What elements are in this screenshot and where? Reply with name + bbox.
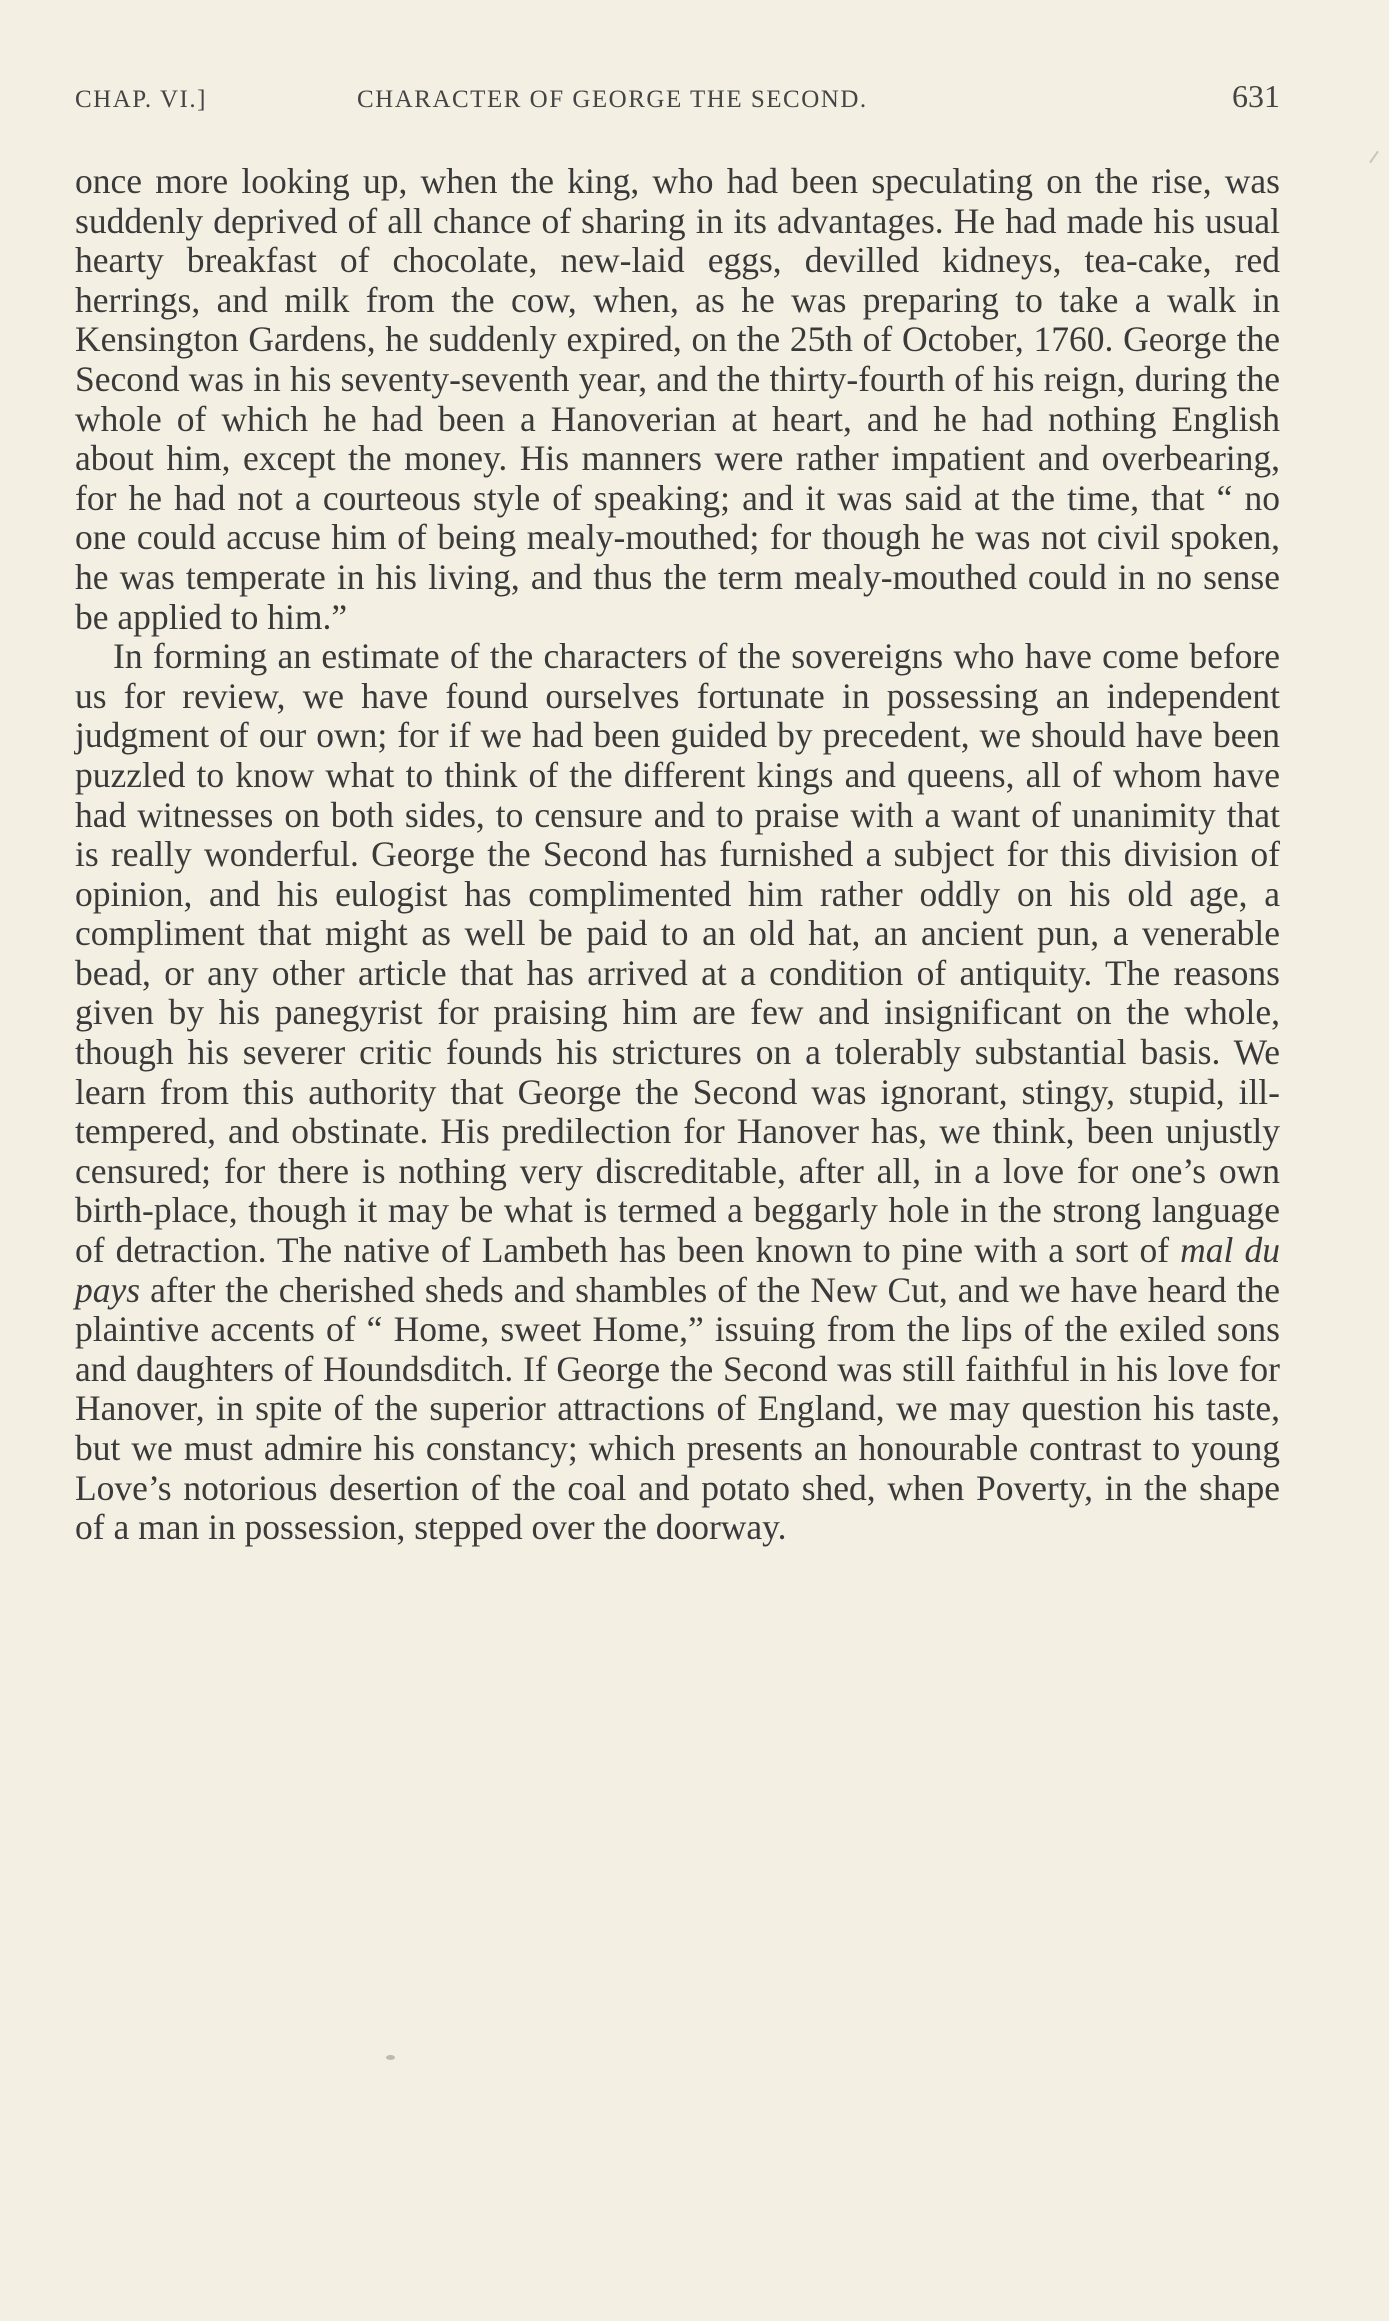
paper-speck: [386, 2055, 395, 2060]
paragraph-character-estimate: [75, 637, 1280, 1548]
paragraph-continued: once more looking up, when the king, who had been speculating on the rise, was suddenly deprived of all chance of sharing in its advantages. He had made his usual hearty breakfast of chocolate, new-laid eggs, devilled kidneys, tea-cake, red herrings, and milk from the cow, when, as he was preparing to take a walk in Kensington Gardens, he suddenly expired, on the 25th of October, 1760. George the Second was in his seventy-seventh year, and the thirty-fourth of his reign, during the whole of which he had been a Hanoverian at heart, and he had nothing English about him, except the money. His manners were rather impatient and overbearing, for he had not a courteous style of speaking; and it was said at the time, that “ no one could accuse him of being mealy-mouthed; for though he was not civil spoken, he was temperate in his living, and thus the term mealy-mouthed could in no sense be applied to him.”: [75, 161, 1280, 637]
page-number: 631: [1232, 78, 1280, 114]
foreign-phrase: mal du pays: [75, 1230, 1280, 1310]
chapter-label: CHAP. VI.]: [75, 86, 207, 113]
running-head: [75, 78, 1280, 122]
body-text: [75, 162, 1280, 1548]
paragraph-text-part-2: after the cherished sheds and shambles of the New Cut, and we have heard the plaintive accents of “ Home, sweet Home,” issuing from the lips of the exiled sons and daughters of Houndsditch. If George the Second was still faithful in his love for Hanover, in spite of the superior attractions of England, we may question his taste, but we must admire his constancy; which presents an honourable contrast to young Love’s notorious desertion of the coal and potato shed, when Poverty, in the shape of a man in possession, stepped over the doorway.: [75, 1269, 1280, 1548]
paper-edge-mark: [1369, 151, 1379, 164]
paragraph-text-part-1: In forming an estimate of the characters of the sovereigns who have come before us for review, we have found ourselves fortunate in possessing an independent judgment of our own; for if we had been guided by precedent, we should have been puzzled to know what to think of the different kings and queens, all of whom have had witnesses on both sides, to censure and to praise with a want of unanimity that is really wonderful. George the Second has furnished a subject for this division of opinion, and his eulogist has complimented him rather oddly on his old age, a compliment that might as well be paid to an old hat, an ancient pun, a venerable bead, or any other article that has arrived at a condition of antiquity. The reasons given by his panegyrist for praising him are few and insignificant on the whole, though his severer critic founds his strictures on a tolerably substantial basis. We learn from this authority that George the Second was ignorant, stingy, stupid, ill-tempered, and obstinate. His predilection for Hanover has, we think, been unjustly censured; for there is nothing very discreditable, after all, in a love for one’s own birth-place, though it may be what is termed a beggarly hole in the strong language of detraction. The native of Lambeth has been known to pine with a sort of: [75, 636, 1280, 1271]
running-title: CHARACTER OF GEORGE THE SECOND.: [357, 86, 868, 113]
